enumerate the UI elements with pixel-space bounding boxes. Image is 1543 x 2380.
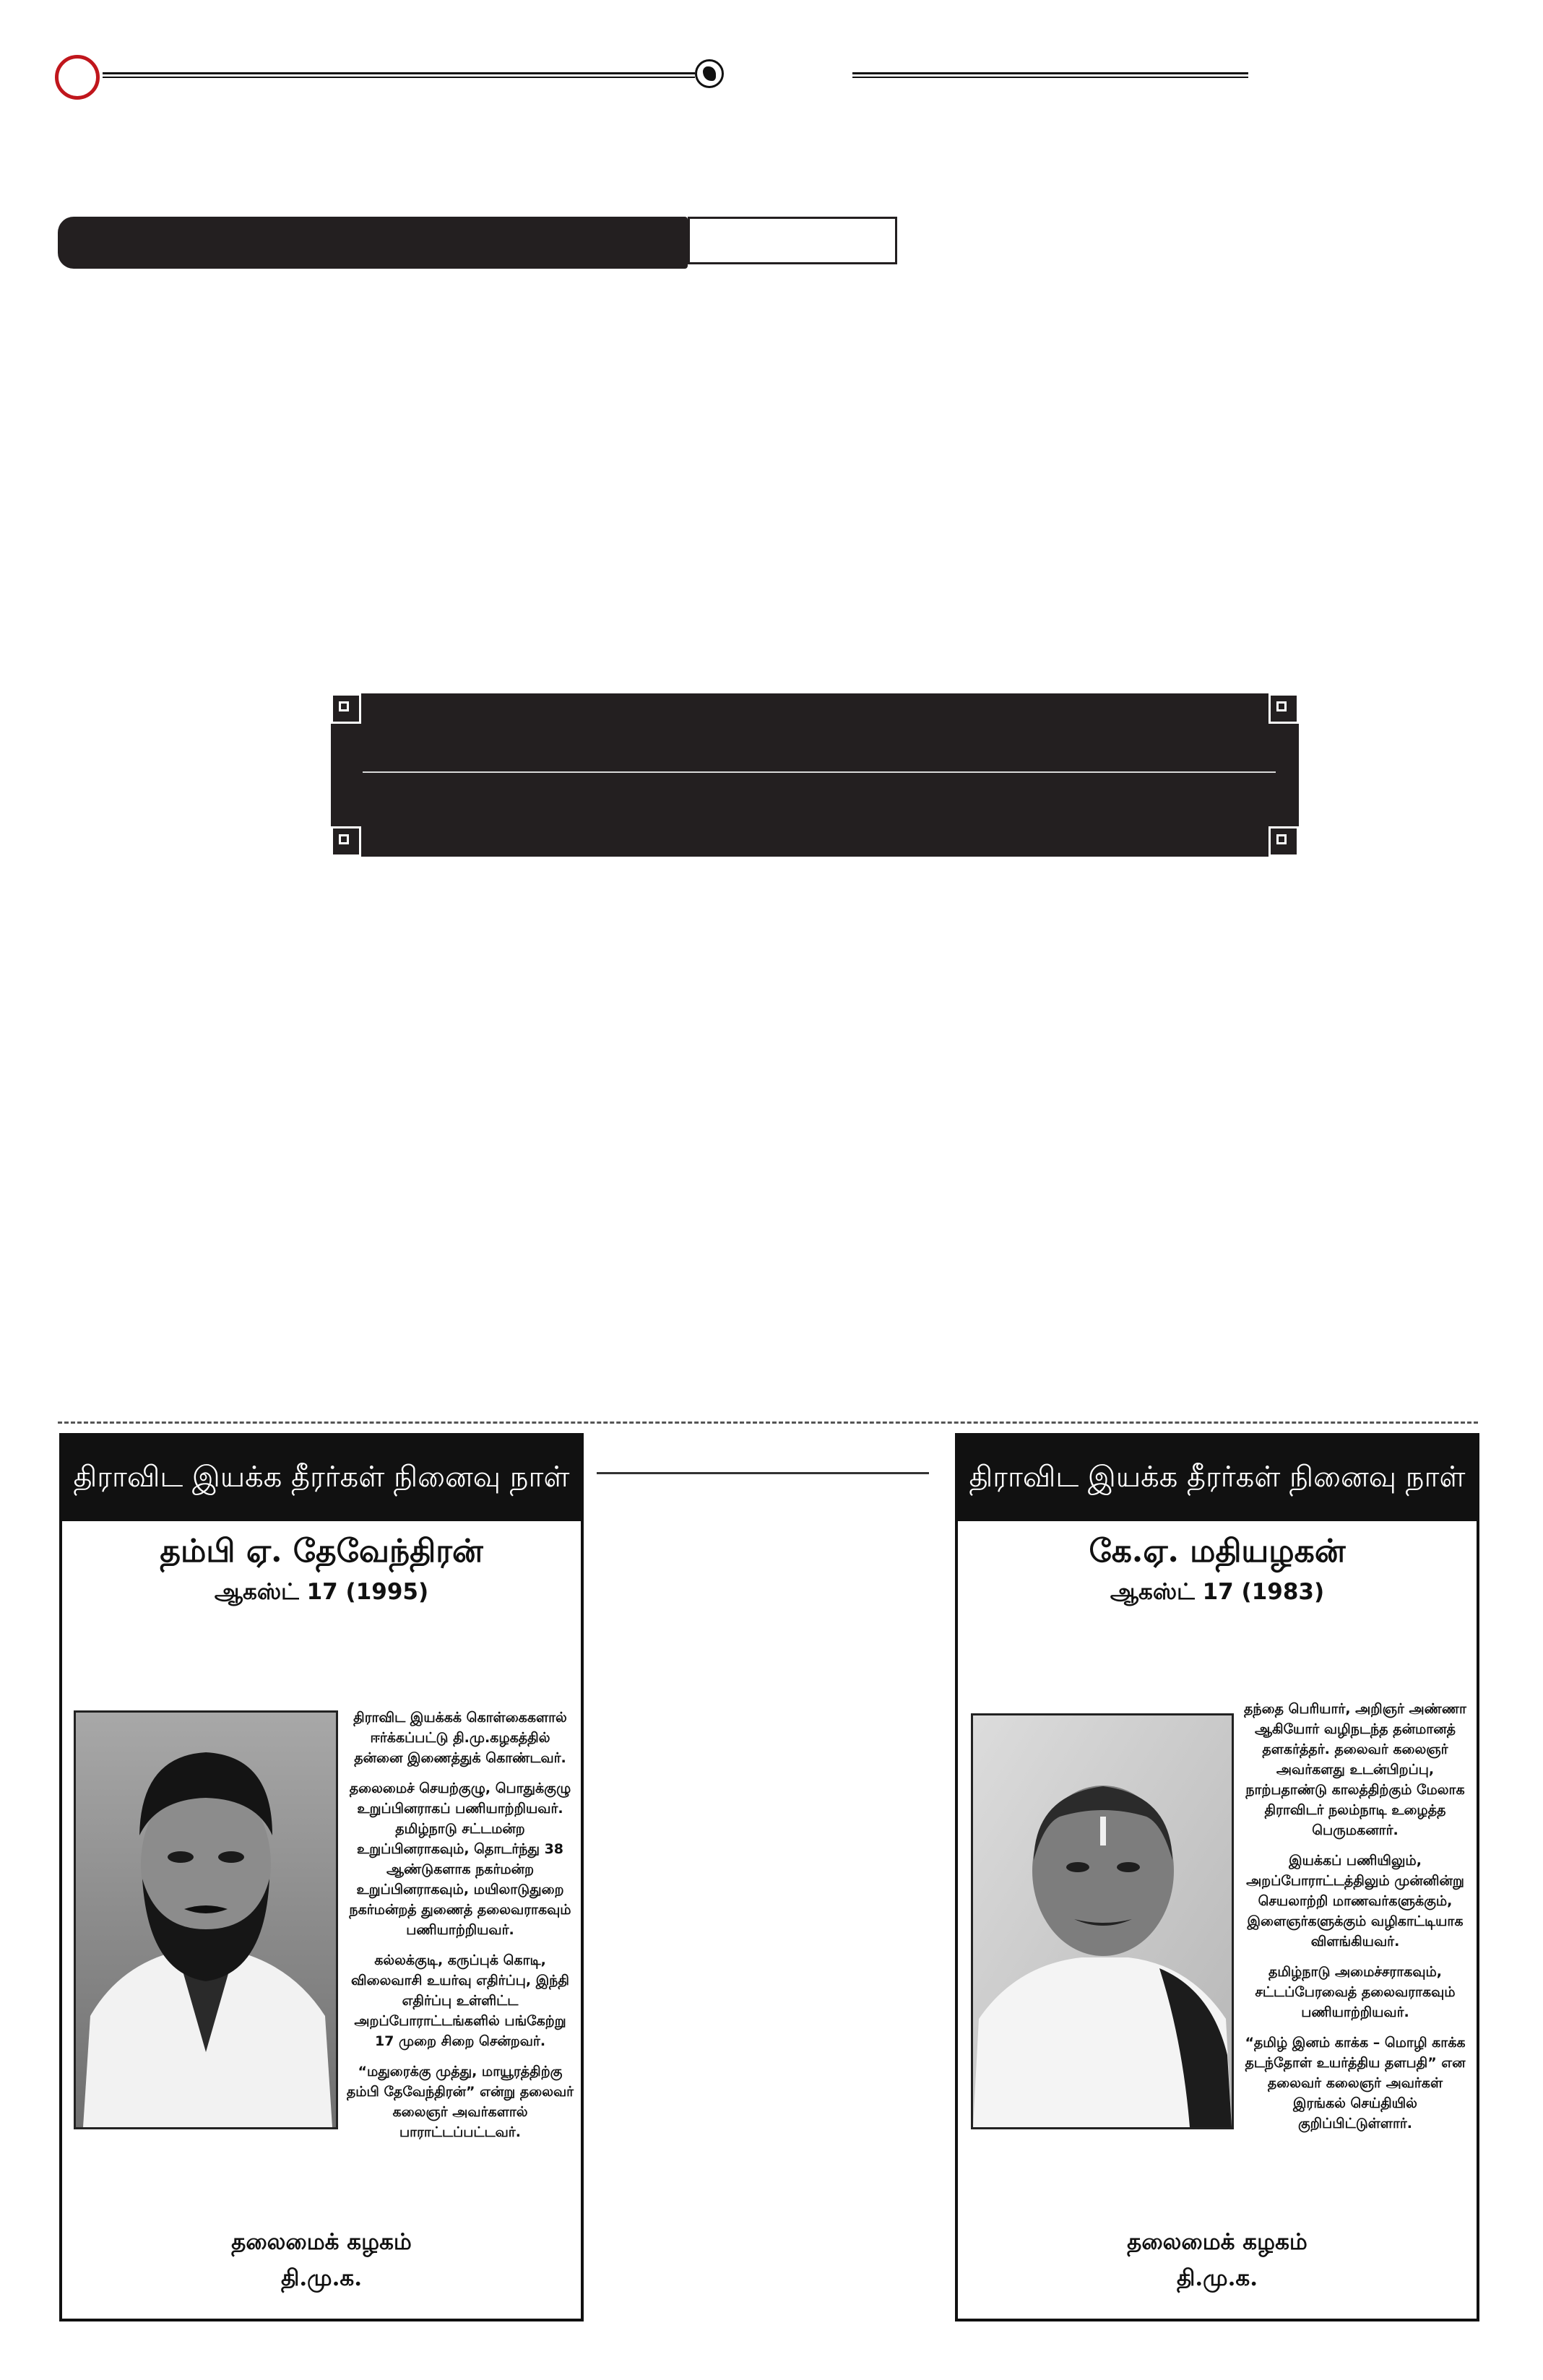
section-heading-box [688, 217, 897, 264]
biography-text [1240, 1591, 1471, 2144]
banner-divider [363, 771, 1276, 773]
memorial-date: ஆகஸ்ட் 17 (1995) [214, 1579, 429, 1605]
portrait-photo [74, 1710, 338, 2129]
memorial-date: ஆகஸ்ட் 17 (1983) [1110, 1579, 1325, 1605]
biography-text [345, 1708, 575, 2152]
banner-corner-ornament [331, 693, 361, 724]
dashed-separator [58, 1421, 1478, 1424]
bio-paragraph: இயக்கப் பணியிலும், அறப்போராட்டத்திலும் முன்னின்று செயலாற்றி மாணவர்களுக்கும், இளைஞர்களுக்கும் வழிகாட்டியாக விளங்கியவர். [1246, 1853, 1464, 1950]
bio-paragraph: “மதுரைக்கு முத்து, மாயூரத்திற்கு தம்பி தேவேந்திரன்” என்று தலைவர் கலைஞர் அவர்களால் பாராட்டப்பட்டவர். [346, 2064, 574, 2140]
person-name: தம்பி ஏ. தேவேந்திரன் [160, 1533, 483, 1570]
banner-corner-ornament [331, 826, 361, 857]
party-emblem-icon [695, 59, 724, 88]
bio-paragraph: “தமிழ் இனம் காக்க – மொழி காக்க தடந்தோள் உயர்த்திய தளபதி” என தலைவர் கலைஞர் அவர்கள் இரங்கல் செய்தியில் குறிப்பிட்டுள்ளார். [1245, 2035, 1466, 2132]
person-name: கே.ஏ. மதியழகன் [1089, 1533, 1346, 1570]
signature-line-1: தலைமைக் கழகம் [231, 2229, 412, 2255]
memorial-card-mathiyazhagan [955, 1433, 1479, 2321]
header-rule-right [852, 72, 1248, 78]
portrait-photo [971, 1713, 1234, 2129]
card-header: திராவிட இயக்க தீரர்கள் நினைவு நாள் [958, 1436, 1477, 1521]
signature-line-2: தி.மு.க. [1176, 2265, 1258, 2291]
logo-circle [55, 55, 100, 100]
bio-paragraph: தமிழ்நாடு அமைச்சராகவும், சட்டப்பேரவைத் தலைவராகவும் பணியாற்றியவர். [1255, 1964, 1456, 2020]
bio-paragraph: தந்தை பெரியார், அறிஞர் அண்ணா ஆகியோர் வழிநடந்த தன்மானத் தளகர்த்தர். தலைவர் கலைஞர் அவர்களது உடன்பிறப்பு, நாற்பதாண்டு காலத்திற்கும் மேலாக திராவிடர் நலம்நாடி உழைத்த பெருமகனார். [1244, 1701, 1466, 1838]
bio-paragraph: கல்லக்குடி, கருப்புக் கொடி, விலைவாசி உயர்வு எதிர்ப்பு, இந்தி எதிர்ப்பு உள்ளிட்ட அறப்போராட்டங்களில் பங்கேற்று 17 முறை சிறை சென்றவர். [351, 1952, 569, 2049]
title-banner [331, 693, 1299, 857]
section-heading-bar [58, 217, 688, 269]
card-header: திராவிட இயக்க தீரர்கள் நினைவு நாள் [62, 1436, 581, 1521]
signature-line-1: தலைமைக் கழகம் [1127, 2229, 1308, 2255]
bio-paragraph: தலைமைச் செயற்குழு, பொதுக்குழு உறுப்பினராகப் பணியாற்றியவர். தமிழ்நாடு சட்டமன்ற உறுப்பினராகவும், தொடர்ந்து 38 ஆண்டுகளாக நகர்மன்ற உறுப்பினராகவும், மயிலாடுதுறை நகர்மன்றத் துணைத் தலைவராகவும் பணியாற்றியவர். [349, 1780, 571, 1938]
banner-corner-ornament [1268, 693, 1299, 724]
header-rule-left [103, 72, 695, 78]
portrait-illustration [76, 1713, 336, 2127]
bio-paragraph: திராவிட இயக்கக் கொள்கைகளால் ஈர்க்கப்பட்டு தி.மு.கழகத்தில் தன்னை இணைத்துக் கொண்டவர். [353, 1710, 567, 1766]
memorial-card-devendiran [59, 1433, 584, 2321]
banner-corner-ornament [1268, 826, 1299, 857]
signature-line-2: தி.மு.க. [280, 2265, 363, 2291]
portrait-illustration [973, 1715, 1232, 2127]
column-rule [597, 1472, 929, 1474]
